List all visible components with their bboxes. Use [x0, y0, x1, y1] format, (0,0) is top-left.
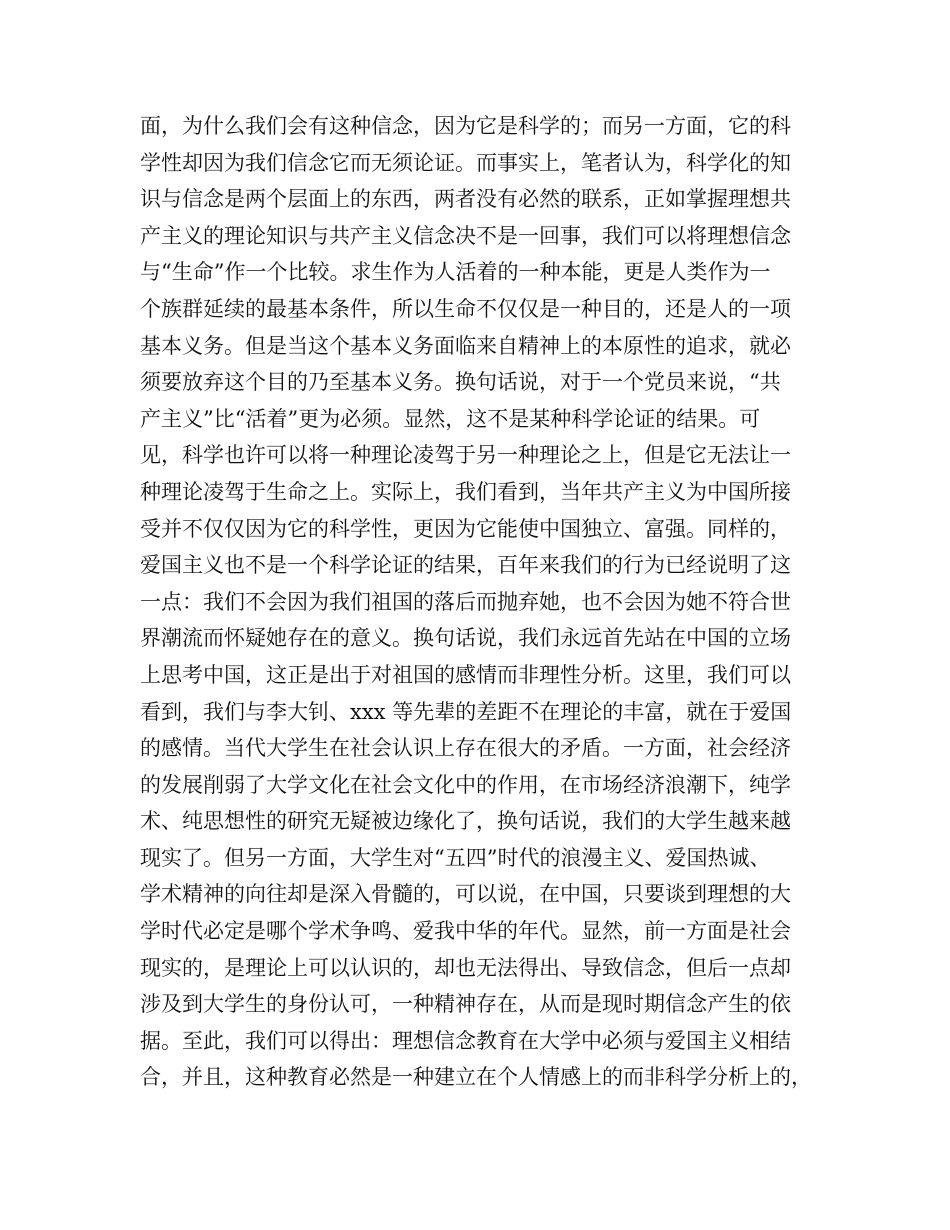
text-line-content: 基本义务。但是当这个基本义务面临来自精神上的本原性的追求，就必 [140, 333, 791, 358]
text-line [140, 657, 830, 694]
text-line [140, 803, 830, 840]
text-line [140, 913, 830, 950]
text-line-content: 见，科学也许可以将一种理论凌驾于另一种理论之上，但是它无法让一 [140, 443, 791, 468]
text-line [140, 254, 830, 291]
text-line-content: 现实了。但另一方面，大学生对“五四”时代的浪漫主义、爱国热诚、 [140, 845, 771, 870]
text-line [140, 1059, 830, 1096]
text-line [140, 401, 830, 438]
text-line [140, 694, 830, 731]
text-line [140, 291, 830, 328]
text-line [140, 584, 830, 621]
text-line-content: 术、纯思想性的研究无疑被边缘化了，换句话说，我们的大学生越来越 [140, 809, 791, 834]
text-line-content: 面，为什么我们会有这种信念，因为它是科学的；而另一方面，它的科 [140, 114, 791, 138]
text-line [140, 876, 830, 913]
text-line [140, 328, 830, 365]
text-line-content: 须要放弃这个目的乃至基本义务。换句话说，对于一个党员来说，“共 [140, 370, 781, 395]
text-line-content: 涉及到大学生的身份认可，一种精神存在，从而是现时期信念产生的依 [140, 992, 791, 1017]
text-line-content: 一点：我们不会因为我们祖国的落后而抛弃她，也不会因为她不符合世 [140, 589, 791, 614]
text-line [140, 547, 830, 584]
text-line-content: 的感情。当代大学生在社会认识上存在很大的矛盾。一方面，社会经济 [140, 736, 791, 761]
text-line-content: 合，并且，这种教育必然是一种建立在个人情感上的而非科学分析上的， [140, 1065, 812, 1090]
text-line [140, 181, 830, 218]
text-line-content: 爱国主义也不是一个科学论证的结果，百年来我们的行为已经说明了这 [140, 553, 791, 578]
text-line-content: 受并不仅仅因为它的科学性，更因为它能使中国独立、富强。同样的， [140, 516, 791, 541]
text-line [140, 108, 830, 145]
text-line-content: 产主义”比“活着”更为必须。显然，这不是某种科学论证的结果。可 [140, 406, 761, 431]
text-line [140, 474, 830, 511]
text-line [140, 767, 830, 804]
text-line-content: 与“生命”作一个比较。求生作为人活着的一种本能，更是人类作为一 [140, 260, 771, 285]
text-line [140, 950, 830, 987]
text-line [140, 364, 830, 401]
text-line-content: 识与信念是两个层面上的东西，两者没有必然的联系，正如掌握理想共 [140, 187, 791, 212]
text-line-content: 现实的，是理论上可以认识的，却也无法得出、导致信念，但后一点却 [140, 955, 791, 980]
text-line-content: 种理论凌驾于生命之上。实际上，我们看到，当年共产主义为中国所接 [140, 479, 791, 504]
text-line [140, 1023, 830, 1060]
text-line [140, 218, 830, 255]
text-line-content: 界潮流而怀疑她存在的意义。换句话说，我们永远首先站在中国的立场 [140, 626, 791, 651]
text-line-content: 的发展削弱了大学文化在社会文化中的作用，在市场经济浪潮下，纯学 [140, 772, 791, 797]
text-line-content: 学性却因为我们信念它而无须论证。而事实上，笔者认为，科学化的知 [140, 150, 791, 175]
body-paragraph [140, 108, 830, 1096]
text-line [140, 145, 830, 182]
text-line-content: 学术精神的向往却是深入骨髓的，可以说，在中国，只要谈到理想的大 [140, 882, 791, 907]
text-line [140, 620, 830, 657]
text-line-content: 看到，我们与李大钊、xxx 等先辈的差距不在理论的丰富，就在于爱国 [140, 699, 792, 724]
text-line-content: 据。至此，我们可以得出：理想信念教育在大学中必须与爱国主义相结 [140, 1028, 791, 1053]
text-line [140, 437, 830, 474]
text-line-content: 学时代必定是哪个学术争鸣、爱我中华的年代。显然，前一方面是社会 [140, 919, 791, 944]
text-line [140, 986, 830, 1023]
text-line [140, 511, 830, 548]
text-line [140, 730, 830, 767]
text-line-content: 上思考中国，这正是出于对祖国的感情而非理性分析。这里，我们可以 [140, 662, 791, 687]
text-line-content: 产主义的理论知识与共产主义信念决不是一回事，我们可以将理想信念 [140, 223, 791, 248]
text-line-content: 个族群延续的最基本条件，所以生命不仅仅是一种目的，还是人的一项 [140, 296, 791, 321]
text-line [140, 840, 830, 877]
